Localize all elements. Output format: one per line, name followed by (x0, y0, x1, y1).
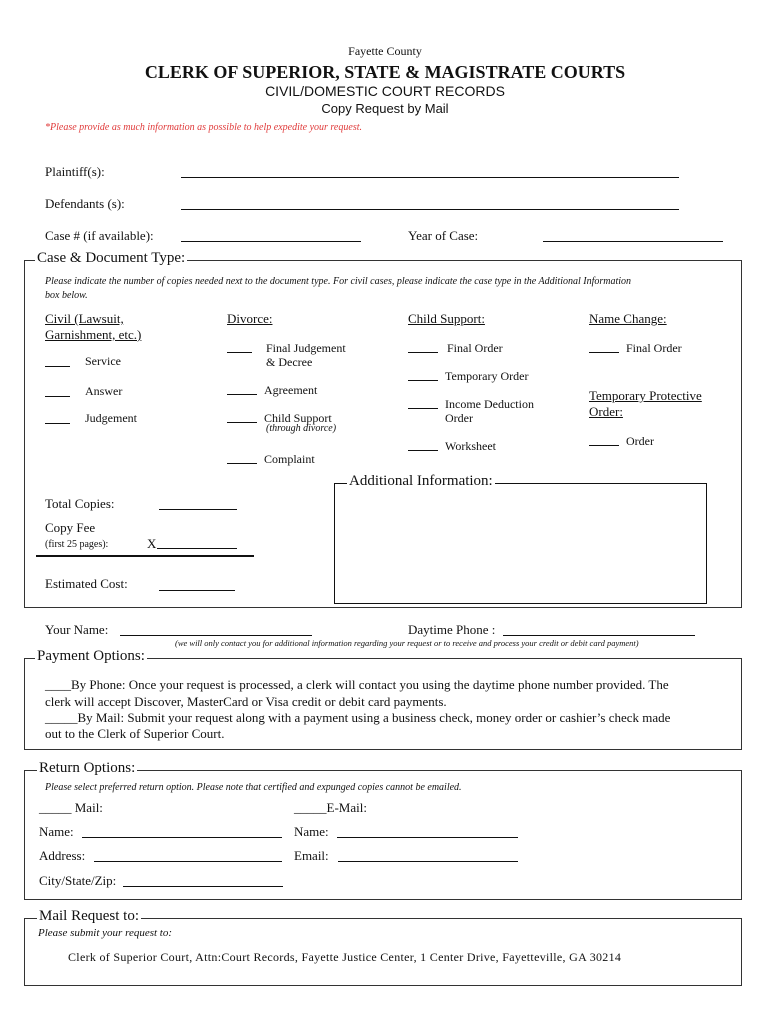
pay-by-phone: ____By Phone: Once your request is processed, a clerk will contact you using the daytime phone number provided. The (45, 677, 669, 692)
case-document-legend: Case & Document Type: (37, 250, 186, 266)
cs-income-deduction-blank[interactable] (408, 408, 438, 409)
year-field[interactable] (543, 241, 723, 242)
cs-temporary-order-label: Temporary Order (445, 369, 529, 383)
cs-worksheet-blank[interactable] (408, 450, 438, 451)
email-field[interactable] (338, 861, 518, 862)
estimated-cost-field[interactable] (159, 590, 235, 591)
return-legend: Return Options: (39, 760, 136, 776)
pay-by-mail-cont: out to the Clerk of Superior Court. (45, 726, 225, 741)
mail-request-legend: Mail Request to: (39, 908, 139, 924)
tpo-heading-cont: Order: (589, 404, 623, 419)
civil-answer-blank[interactable] (45, 396, 70, 397)
tpo-order-label: Order (626, 434, 654, 448)
divorce-agreement-label: Agreement (264, 383, 318, 397)
tpo-order-blank[interactable] (589, 445, 619, 446)
return-name-field[interactable] (82, 837, 282, 838)
plaintiffs-field[interactable] (181, 177, 679, 178)
subtitle: CIVIL/DOMESTIC COURT RECORDS (265, 83, 505, 99)
civil-judgement-label: Judgement (85, 411, 137, 425)
civil-service-label: Service (85, 354, 121, 368)
divorce-heading: Divorce: (227, 311, 273, 326)
instruction-note: *Please provide as much information as possible to help expedite your request. (45, 122, 362, 133)
your-name-field[interactable] (120, 635, 312, 636)
civil-judgement-blank[interactable] (45, 423, 70, 424)
address-label: Address: (39, 848, 86, 863)
civil-heading-cont: Garnishment, etc.) (45, 327, 142, 342)
pay-by-phone-cont: clerk will accept Discover, MasterCard or Visa credit or debit card payments. (45, 694, 447, 709)
name-change-heading: Name Change: (589, 311, 667, 326)
first-pages-note: (first 25 pages): (45, 539, 109, 550)
cost-divider (36, 555, 254, 557)
mail-request-note: Please submit your request to: (38, 927, 173, 939)
city-state-zip-field[interactable] (123, 886, 283, 887)
daytime-phone-label: Daytime Phone : (408, 622, 496, 637)
case-number-field[interactable] (181, 241, 361, 242)
nc-final-order-label: Final Order (626, 341, 682, 355)
your-name-label: Your Name: (45, 622, 109, 637)
daytime-phone-field[interactable] (503, 635, 695, 636)
tpo-heading: Temporary Protective (589, 388, 702, 403)
return-email-name-label: Name: (294, 824, 329, 839)
city-state-zip-label: City/State/Zip: (39, 873, 117, 888)
defendants-label: Defendants (s): (45, 196, 125, 211)
payment-legend: Payment Options: (37, 648, 145, 664)
cs-final-order-blank[interactable] (408, 352, 438, 353)
return-email-name-field[interactable] (337, 837, 518, 838)
estimated-cost-label: Estimated Cost: (45, 576, 128, 591)
contact-note: (we will only contact you for additional information regarding your request or to receive and process your credit or debit card payment) (175, 638, 639, 648)
divorce-complaint-label: Complaint (264, 452, 315, 466)
page-title: CLERK OF SUPERIOR, STATE & MAGISTRATE COURTS (144, 62, 626, 82)
divorce-final-blank[interactable] (227, 352, 252, 353)
return-name-label: Name: (39, 824, 74, 839)
case-doc-instructions-cont: box below. (45, 290, 88, 301)
request-type: Copy Request by Mail (321, 101, 449, 116)
additional-info-legend: Additional Information: (349, 473, 493, 489)
total-copies-field[interactable] (159, 509, 237, 510)
cs-income-deduction-label-cont: Order (445, 411, 473, 425)
address-field[interactable] (94, 861, 282, 862)
divorce-agreement-blank[interactable] (227, 394, 257, 395)
divorce-child-support-blank[interactable] (227, 422, 257, 423)
case-doc-instructions: Please indicate the number of copies needed next to the document type. For civil cases, please indicate the case type in the Additional Information (45, 276, 632, 287)
year-label: Year of Case: (408, 228, 479, 243)
mail-address: Clerk of Superior Court, Attn:Court Records, Fayette Justice Center, 1 Center Drive, Fayetteville, GA 30214 (68, 950, 622, 964)
child-support-heading: Child Support: (408, 311, 485, 326)
divorce-final-label: Final Judgement (266, 341, 346, 355)
fee-multiplier: X (147, 536, 157, 551)
divorce-final-label-cont: & Decree (266, 355, 313, 369)
pay-by-mail: _____By Mail: Submit your request along with a payment using a business check, money order or cashier’s check made (45, 710, 671, 725)
defendants-field[interactable] (181, 209, 679, 210)
cs-income-deduction-label: Income Deduction (445, 397, 534, 411)
copy-fee-label: Copy Fee (45, 520, 96, 535)
return-note: Please select preferred return option. Please note that certified and expunged copies cannot be emailed. (45, 782, 462, 793)
return-mail-option[interactable]: _____ Mail: (39, 800, 103, 815)
divorce-complaint-blank[interactable] (227, 463, 257, 464)
total-copies-label: Total Copies: (45, 496, 115, 511)
civil-heading: Civil (Lawsuit, (45, 311, 124, 326)
return-email-option[interactable]: _____E-Mail: (294, 800, 367, 815)
civil-service-blank[interactable] (45, 366, 70, 367)
nc-final-order-blank[interactable] (589, 352, 619, 353)
divorce-child-support-label: Child Support (264, 411, 332, 425)
additional-info-field[interactable] (334, 483, 707, 604)
through-divorce-note: (through divorce) (266, 423, 337, 434)
civil-answer-label: Answer (85, 384, 123, 398)
plaintiffs-label: Plaintiff(s): (45, 164, 105, 179)
cs-temporary-order-blank[interactable] (408, 380, 438, 381)
cs-final-order-label: Final Order (447, 341, 503, 355)
copy-fee-field[interactable] (157, 548, 237, 549)
county-name: Fayette County (348, 44, 422, 58)
cs-worksheet-label: Worksheet (445, 439, 497, 453)
email-label: Email: (294, 848, 329, 863)
case-number-label: Case # (if available): (45, 228, 154, 243)
